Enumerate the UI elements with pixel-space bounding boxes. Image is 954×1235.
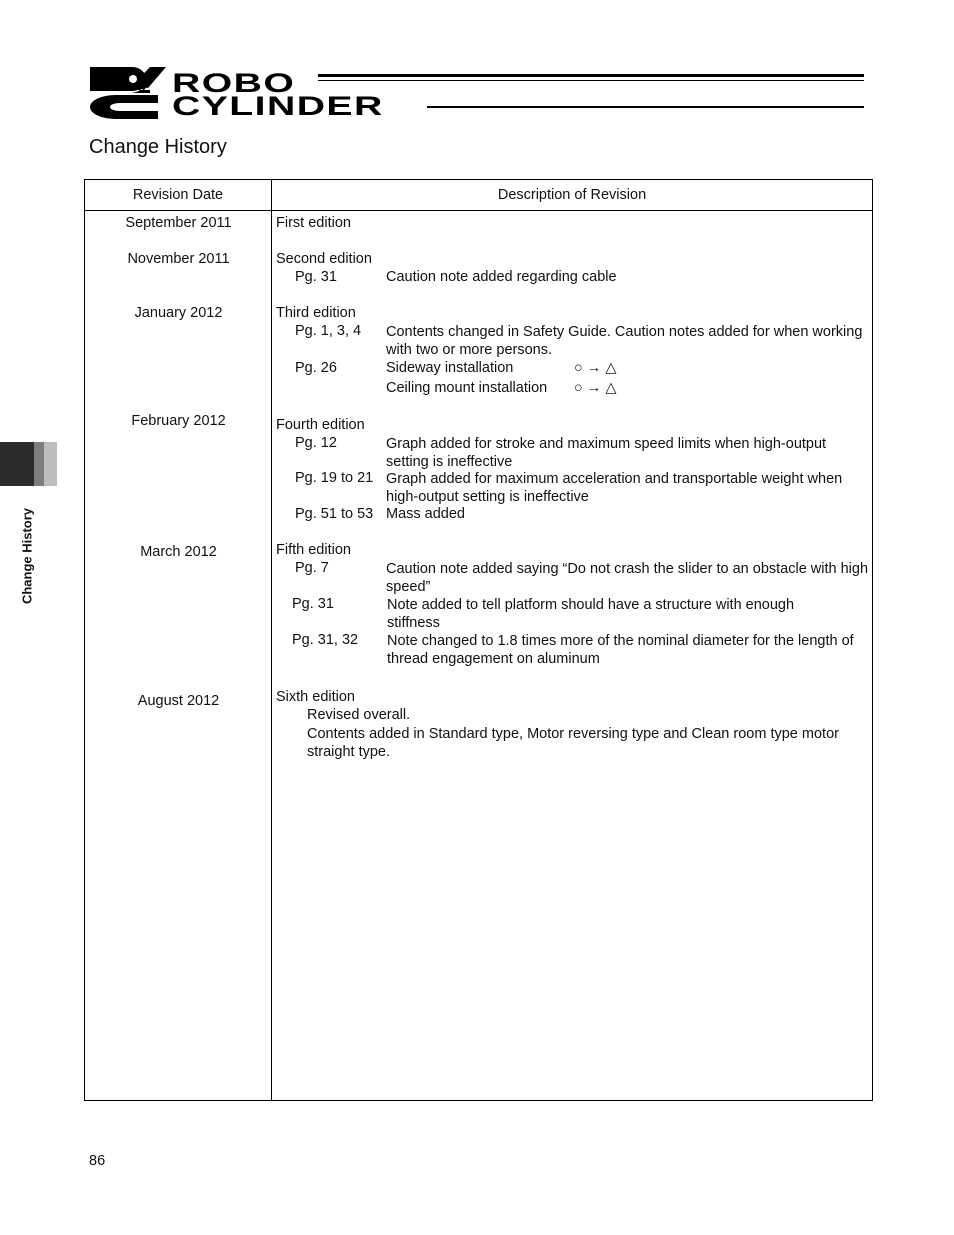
page-number: 86 [89,1153,106,1169]
revision-description-cell [272,211,873,1101]
status-change-symbols: ○ → △ [574,380,617,396]
page-reference: Pg. 31 [292,596,334,612]
revision-note: Graph added for stroke and maximum speed limits when high-output setting is ineffective [386,436,827,470]
side-tab-marker [0,442,57,486]
revision-date: March 2012 [140,544,217,560]
revision-date: November 2011 [127,251,230,267]
page-reference: Pg. 26 [295,360,337,376]
change-history-table [84,179,873,1101]
side-tab-mid-block [34,442,44,486]
header-rule-thin [318,80,864,81]
revision-note: Caution note added saying “Do not crash the slider to an obstacle with high speed” [386,561,869,595]
logo-word-cylinder: CYLINDER [172,91,384,121]
revision-date: August 2012 [137,693,220,709]
table-row [85,211,873,1101]
page-reference: Pg. 7 [295,560,329,576]
page-reference: Pg. 31, 32 [292,632,359,648]
page-reference: Pg. 12 [295,435,337,451]
side-tab-light-block [44,442,57,486]
status-change-symbols: ○ → △ [574,360,617,376]
page-title: Change History [89,136,227,158]
revision-note: Contents changed in Safety Guide. Caution notes added for when working with two or more persons. [386,324,863,358]
rc-logo-icon [88,64,168,120]
revision-note: Revised overall. [307,707,411,723]
edition-title: Fifth edition [276,542,351,558]
revision-date: February 2012 [131,413,226,429]
edition-title: First edition [276,215,351,231]
page-reference: Pg. 51 to 53 [295,506,374,522]
header-description: Description of Revision [272,180,873,211]
page-reference: Pg. 1, 3, 4 [295,323,362,339]
header-rule-lower [427,106,864,108]
revision-note: Contents added in Standard type, Motor reversing type and Clean room type motor straight type. [307,726,839,760]
revision-note: Note added to tell platform should have a structure with enough stiffness [387,597,795,631]
logo-word-robo: ROBO [172,68,296,98]
revision-note: Caution note added regarding cable [386,269,617,285]
edition-title: Third edition [276,305,356,321]
revision-note: Graph added for maximum acceleration and transportable weight when high-output setting is ineffective [386,471,843,505]
revision-date-cell [85,211,272,1101]
page-reference: Pg. 19 to 21 [295,470,374,486]
revision-item: Ceiling mount installation [386,380,548,396]
revision-note: Note changed to 1.8 times more of the nominal diameter for the length of thread engagement on aluminum [387,633,854,667]
side-tab-label: Change History [19,507,35,605]
page-reference: Pg. 31 [295,269,337,285]
side-tab-dark-block [0,442,34,486]
revision-item: Sideway installation [386,360,514,376]
header-rule-thick [318,74,864,77]
header-revision-date: Revision Date [85,180,272,211]
table-header-row [85,180,873,211]
revision-date: January 2012 [134,305,223,321]
edition-title: Second edition [276,251,372,267]
edition-title: Fourth edition [276,417,365,433]
robo-cylinder-logo [88,64,868,124]
revision-note: Mass added [386,506,465,522]
revision-date: September 2011 [125,215,232,231]
edition-title: Sixth edition [276,689,355,705]
